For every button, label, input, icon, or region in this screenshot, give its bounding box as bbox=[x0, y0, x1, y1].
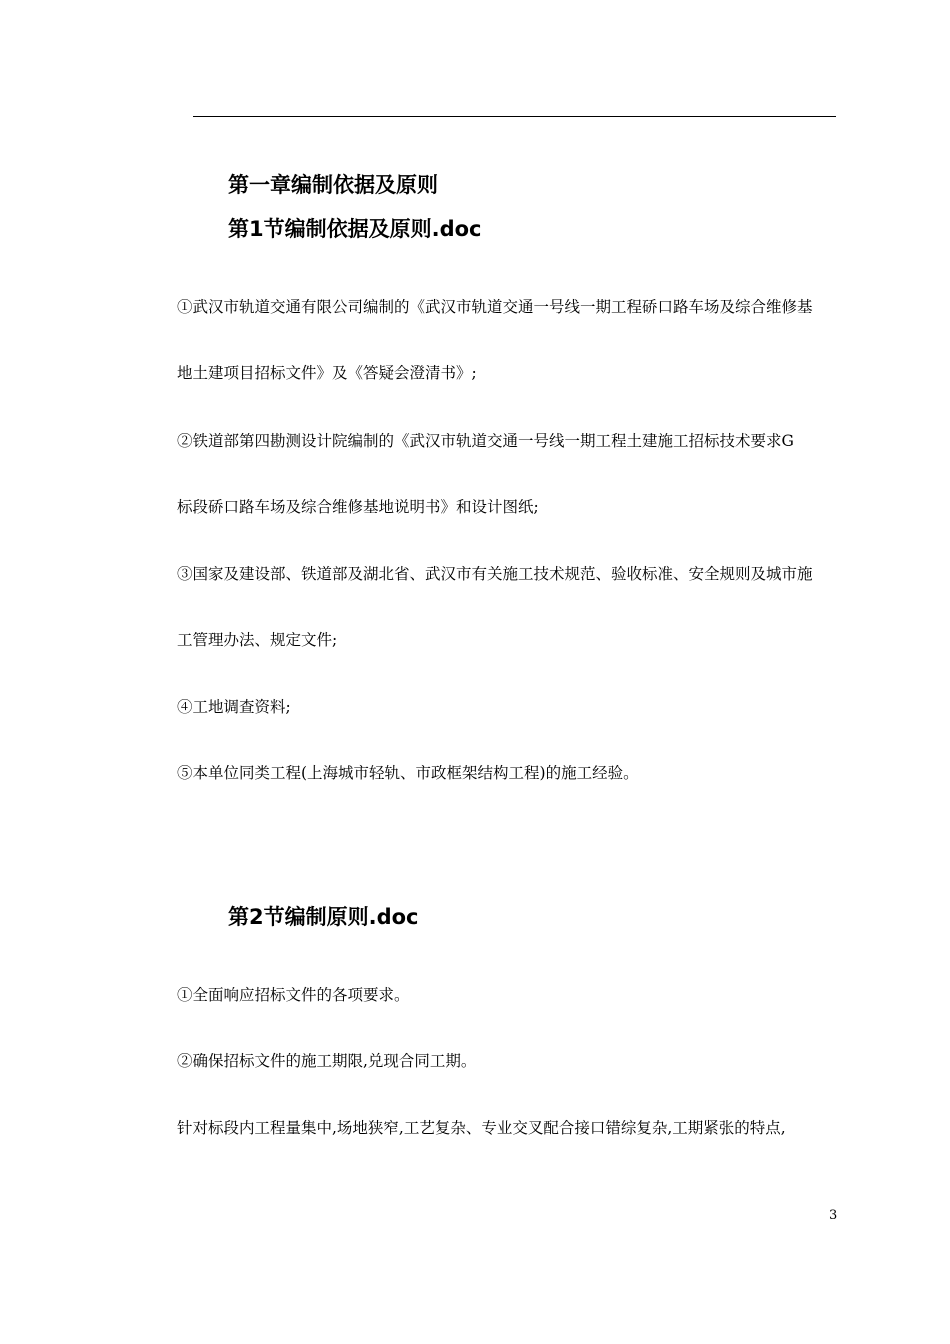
section-2-title: 第2节编制原则.doc bbox=[228, 905, 419, 929]
page-number: 3 bbox=[829, 1208, 838, 1223]
section-1-line: ②铁道部第四勘测设计院编制的《武汉市轨道交通一号线一期工程土建施工招标技术要求G bbox=[177, 432, 794, 450]
chapter-title: 第一章编制依据及原则 bbox=[228, 173, 438, 197]
section-1-line: ⑤本单位同类工程(上海城市轻轨、市政框架结构工程)的施工经验。 bbox=[177, 764, 639, 782]
section-2-line: ②确保招标文件的施工期限,兑现合同工期。 bbox=[177, 1052, 477, 1070]
section-1-line: 工管理办法、规定文件; bbox=[177, 631, 338, 649]
section-1-line: ①武汉市轨道交通有限公司编制的《武汉市轨道交通一号线一期工程硚口路车场及综合维修基 bbox=[177, 298, 813, 316]
section-1-line: ③国家及建设部、铁道部及湖北省、武汉市有关施工技术规范、验收标准、安全规则及城市施 bbox=[177, 565, 813, 583]
section-1-line: ④工地调查资料; bbox=[177, 698, 291, 716]
section-1-line: 地土建项目招标文件》及《答疑会澄清书》; bbox=[177, 364, 477, 382]
section-1-title: 第1节编制依据及原则.doc bbox=[228, 217, 482, 241]
header-rule bbox=[193, 116, 836, 117]
section-1-line: 标段硚口路车场及综合维修基地说明书》和设计图纸; bbox=[177, 498, 539, 516]
section-2-line: ①全面响应招标文件的各项要求。 bbox=[177, 986, 410, 1004]
section-2-line: 针对标段内工程量集中,场地狭窄,工艺复杂、专业交叉配合接口错综复杂,工期紧张的特点, bbox=[177, 1119, 786, 1137]
